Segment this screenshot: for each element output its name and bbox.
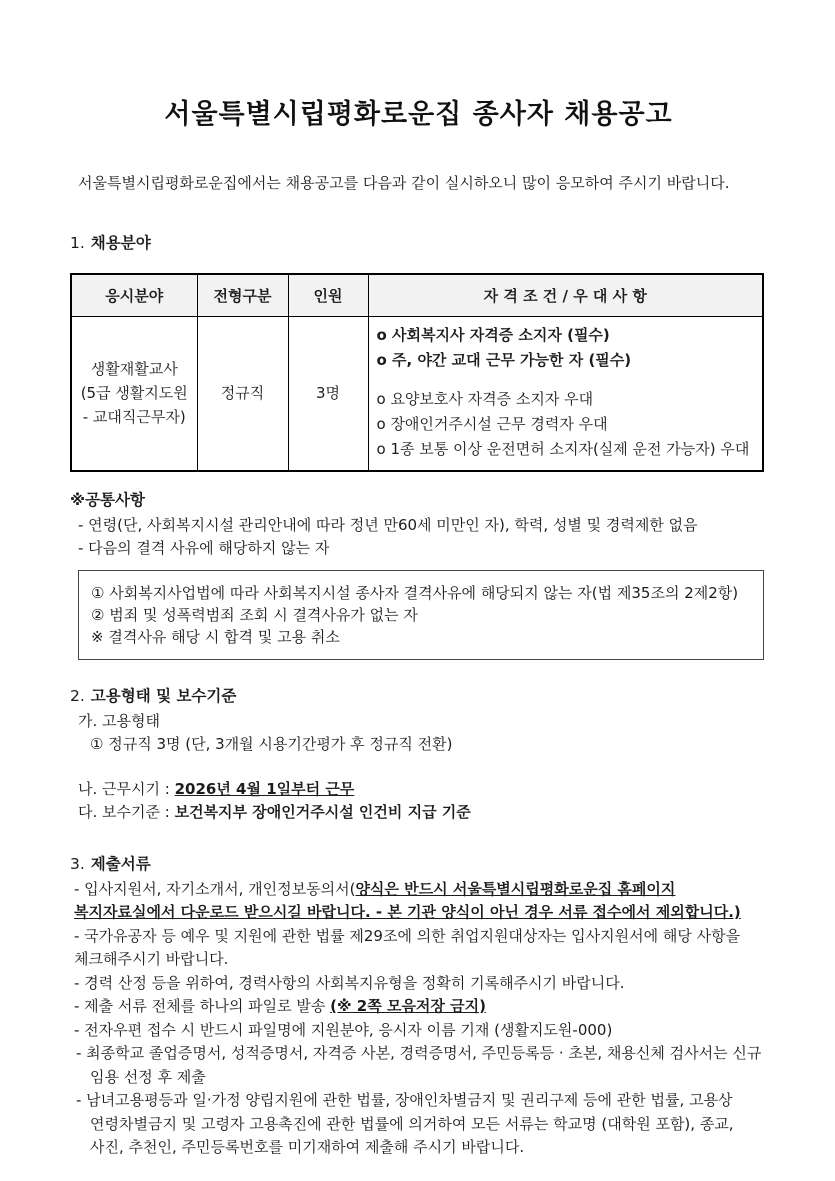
header-count: 인원 bbox=[288, 274, 368, 316]
section-2-number: 2. bbox=[70, 686, 85, 705]
text-run: 2026년 4월 1일부터 근무 bbox=[174, 779, 355, 798]
disqualification-notice-box bbox=[78, 570, 764, 660]
notice-line: ① 사회복지사업법에 따라 사회복지시설 종사자 결격사유에 해당되지 않는 자(법 제35조의 2제2항) bbox=[91, 583, 739, 602]
qualification-preferred-line: o 장애인거주시설 근무 경력자 우대 bbox=[376, 414, 608, 433]
common-requirements-heading: ※공통사항 bbox=[70, 490, 145, 509]
text-run: - 경력 산정 등을 위하여, 경력사항의 사회복지유형을 정확히 기록해주시기 바랍니다. bbox=[74, 973, 625, 992]
cell-field bbox=[71, 316, 197, 471]
table-row bbox=[71, 316, 763, 471]
document-items bbox=[70, 878, 767, 1160]
employment-type-label: 가. 고용형태 bbox=[78, 711, 160, 730]
text-run: - 남녀고용평등과 일·가정 양립지원에 관한 법률, 장애인차별금지 및 권리구제 등에 관한 법률, 고용상 연령차별금지 및 고령자 고용촉진에 관한 법률에 의거하여 모든 서류는 학교명 (대학원 포함), 종교, 사진, 추천인, 주민등록번호를 미기재하여 제출해 주시기 바랍니다. bbox=[76, 1091, 734, 1156]
text-run: 다. 보수기준 : bbox=[78, 802, 175, 821]
qualifications-required bbox=[377, 323, 755, 373]
text-run: 나. 근무시기 : bbox=[78, 779, 175, 798]
text-run: - 입사지원서, 자기소개서, 개인정보동의서( bbox=[74, 879, 356, 898]
cell-type: 정규직 bbox=[197, 316, 288, 471]
list-item bbox=[70, 995, 767, 1019]
qualification-preferred-line: o 1종 보통 이상 운전면허 소지자(실제 운전 가능자) 우대 bbox=[376, 439, 750, 458]
section-1-heading bbox=[70, 231, 767, 253]
common-requirements-bullets bbox=[70, 514, 767, 560]
intro-paragraph: 서울특별시립평화로운집에서는 채용공고를 다음과 같이 실시하오니 많이 응모하여 주시기 바랍니다. bbox=[78, 174, 730, 192]
text-run: 양식은 반드시 서울특별시립평화로운집 홈페이지 복지자료실에서 다운로드 받으시길 바랍니다. - 본 기관 양식이 아닌 경우 서류 접수에서 제외합니다.) bbox=[74, 879, 741, 921]
header-qualifications: 자 격 조 건 / 우 대 사 항 bbox=[368, 274, 763, 316]
employment-type-item: ① 정규직 3명 (단, 3개월 시용기간평가 후 정규직 전환) bbox=[90, 734, 453, 753]
list-item bbox=[70, 925, 767, 972]
text-run: - 제출 서류 전체를 하나의 파일로 발송 bbox=[74, 997, 331, 1015]
pay-standard-line bbox=[78, 801, 767, 824]
list-item bbox=[70, 972, 767, 996]
text-run: (※ 2쪽 모음저장 금지) bbox=[330, 997, 486, 1015]
text-run: - 국가유공자 등 예우 및 지원에 관한 법률 제29조에 의한 취업지원대상자는 입사지원서에 해당 사항을 체크해주시기 바랍니다. bbox=[74, 926, 741, 968]
work-start-line bbox=[78, 778, 767, 801]
header-type: 전형구분 bbox=[197, 274, 288, 316]
section-3-number: 3. bbox=[70, 854, 85, 873]
notice-line: ② 범죄 및 성폭력범죄 조회 시 결격사유가 없는 자 bbox=[91, 605, 418, 624]
qualification-required-line: o 주, 야간 교대 근무 가능한 자 (필수) bbox=[376, 350, 632, 369]
text-run: - 최종학교 졸업증명서, 성적증명서, 자격증 사본, 경력증명서, 주민등록등 · 초본, 채용신체 검사서는 신규 임용 선정 후 제출 bbox=[76, 1044, 762, 1086]
section-1-number: 1. bbox=[70, 234, 85, 252]
document-title: 서울특별시립평화로운집 종사자 채용공고 bbox=[164, 99, 673, 130]
qualification-required-line: o 사회복지사 자격증 소지자 (필수) bbox=[376, 325, 610, 344]
list-item bbox=[70, 1019, 767, 1043]
list-item bbox=[70, 1089, 767, 1160]
recruit-table bbox=[70, 273, 764, 472]
section-3-heading bbox=[70, 852, 767, 874]
section-2-title: 고용형태 및 보수기준 bbox=[90, 686, 237, 705]
employment-details bbox=[70, 710, 767, 824]
common-bullet: - 다음의 결격 사유에 해당하지 않는 자 bbox=[78, 538, 330, 557]
field-line: (5급 생활지도원 bbox=[80, 384, 188, 402]
section-3-title: 제출서류 bbox=[90, 854, 151, 873]
qualifications-preferred bbox=[377, 387, 755, 462]
table-header-row bbox=[71, 274, 763, 316]
header-field: 응시분야 bbox=[71, 274, 197, 316]
cell-count: 3명 bbox=[288, 316, 368, 471]
field-line: 생활재활교사 bbox=[90, 360, 178, 378]
notice-line: ※ 결격사유 해당 시 합격 및 고용 취소 bbox=[91, 627, 340, 646]
cell-qualifications bbox=[368, 316, 763, 471]
text-run: - 전자우편 접수 시 반드시 파일명에 지원분야, 응시자 이름 기재 (생활지도원-000) bbox=[74, 1020, 613, 1039]
section-1-title: 채용분야 bbox=[90, 234, 151, 252]
section-2-heading bbox=[70, 684, 767, 706]
list-item bbox=[70, 878, 767, 925]
common-bullet: - 연령(단, 사회복지시설 관리안내에 따라 정년 만60세 미만인 자), 학력, 성별 및 경력제한 없음 bbox=[78, 515, 698, 534]
list-item bbox=[70, 1042, 767, 1089]
qualification-preferred-line: o 요양보호사 자격증 소지자 우대 bbox=[376, 389, 594, 408]
spacer bbox=[78, 756, 767, 778]
text-run: 보건복지부 장애인거주시설 인건비 지급 기준 bbox=[174, 802, 471, 821]
field-line: - 교대직근무자) bbox=[82, 408, 186, 426]
